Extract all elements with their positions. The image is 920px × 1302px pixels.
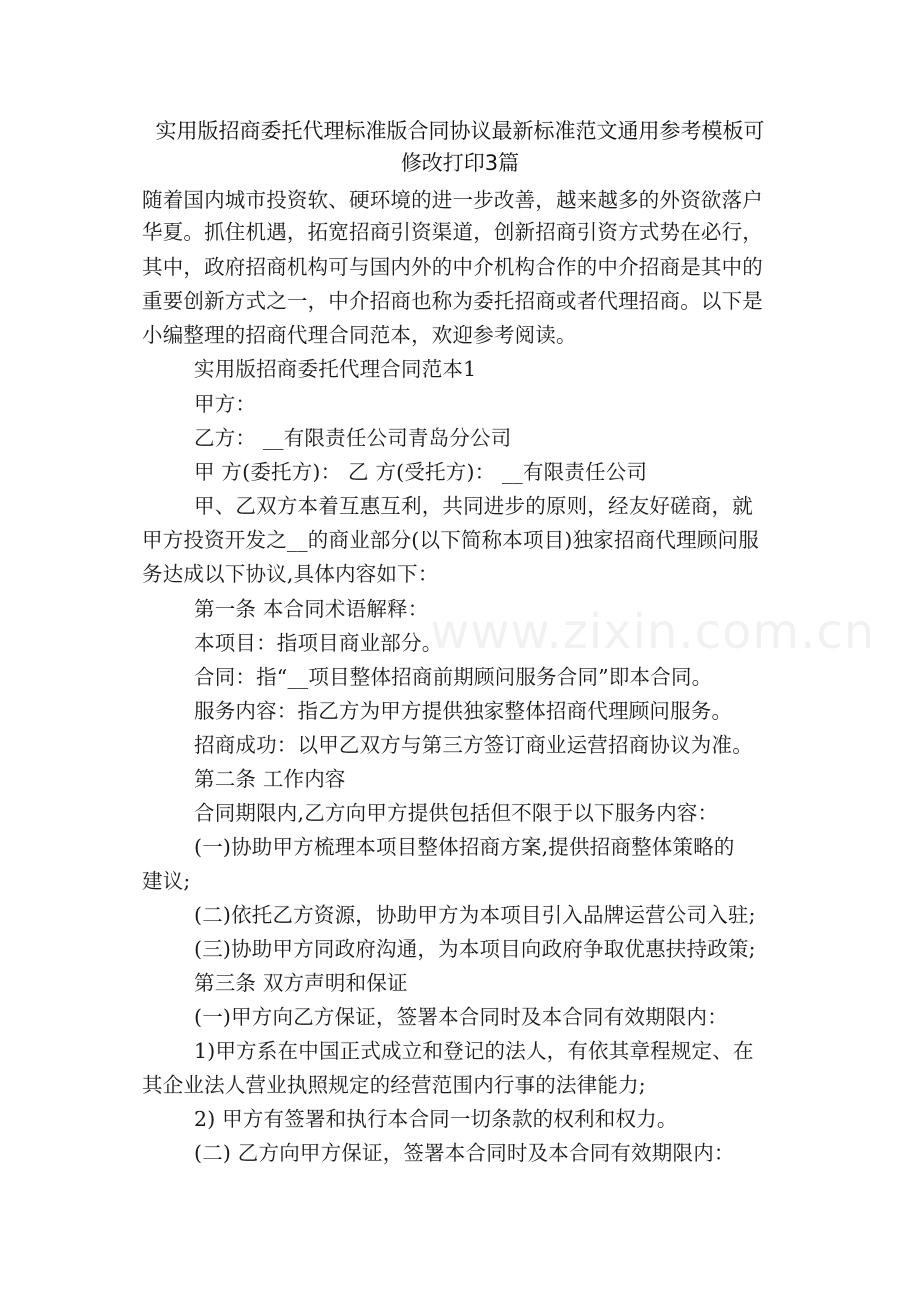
body-line: 随着国内城市投资软、硬环境的进一步改善，越来越多的外资欲落户 [142,188,763,212]
body-line: (二)依托乙方资源，协助甲方为本项目引入品牌运营公司入驻; [194,903,756,927]
parties-line: 甲 方(委托方)： 乙 方(受托方)： __有限责任公司 [194,460,648,484]
title-line-1: 实用版招商委托代理标准版合同协议最新标准范文通用参考模板可 [155,119,765,143]
body-line: 1)甲方系在中国正式成立和登记的法人，有依其章程规定、在 [194,1039,754,1063]
body-line: 服务内容：指乙方为甲方提供独家整体招商代理顾问服务。 [194,699,733,723]
body-line: 甲方投资开发之__的商业部分(以下简称本项目)独家招商代理顾问服 [142,528,759,552]
body-line: 合同：指“__项目整体招商前期顾问服务合同”即本合同。 [194,665,713,689]
title-line-2: 修改打印3篇 [400,151,520,175]
body-line: (二) 乙方向甲方保证，签署本合同时及本合同有效期限内： [194,1141,735,1165]
watermark: www.zixin.com.cn [430,604,876,660]
body-line: (一)甲方向乙方保证，签署本合同时及本合同有效期限内： [194,1005,728,1029]
body-line: 其中，政府招商机构可与国内外的中介机构合作的中介招商是其中的 [142,255,763,279]
body-line: 合同期限内,乙方向甲方提供包括但不限于以下服务内容： [194,801,719,825]
body-line: 其企业法人营业执照规定的经营范围内行事的法律能力; [142,1073,646,1097]
body-line: (三)协助甲方同政府沟通，为本项目向政府争取优惠扶持政策; [194,937,756,961]
body-line: 甲、乙双方本着互惠互利，共同进步的原则，经友好磋商，就 [194,494,753,518]
body-line: 务达成以下协议,具体内容如下： [142,562,439,586]
body-line: 华夏。抓住机遇，拓宽招商引资渠道，创新招商引资方式势在必行， [142,220,763,244]
body-line: 本项目：指项目商业部分。 [194,631,443,655]
party-a-label: 甲方： [194,392,257,416]
body-line: 小编整理的招商代理合同范本，欢迎参考阅读。 [142,323,577,347]
article-heading: 第一条 本合同术语解释： [194,597,429,621]
party-b-label: 乙方： __有限责任公司青岛分公司 [194,426,512,450]
body-line: 2) 甲方有签署和执行本合同一切条款的权利和权力。 [194,1107,678,1131]
body-line: (一)协助甲方梳理本项目整体招商方案,提供招商整体策略的 [194,835,735,859]
article-heading: 第二条 工作内容 [194,767,346,791]
body-line: 重要创新方式之一，中介招商也称为委托招商或者代理招商。以下是 [142,289,763,313]
section-heading: 实用版招商委托代理合同范本1 [194,357,477,381]
article-heading: 第三条 双方声明和保证 [194,971,408,995]
body-line: 招商成功：以甲乙双方与第三方签订商业运营招商协议为准。 [194,733,753,757]
body-line: 建议; [142,869,191,893]
